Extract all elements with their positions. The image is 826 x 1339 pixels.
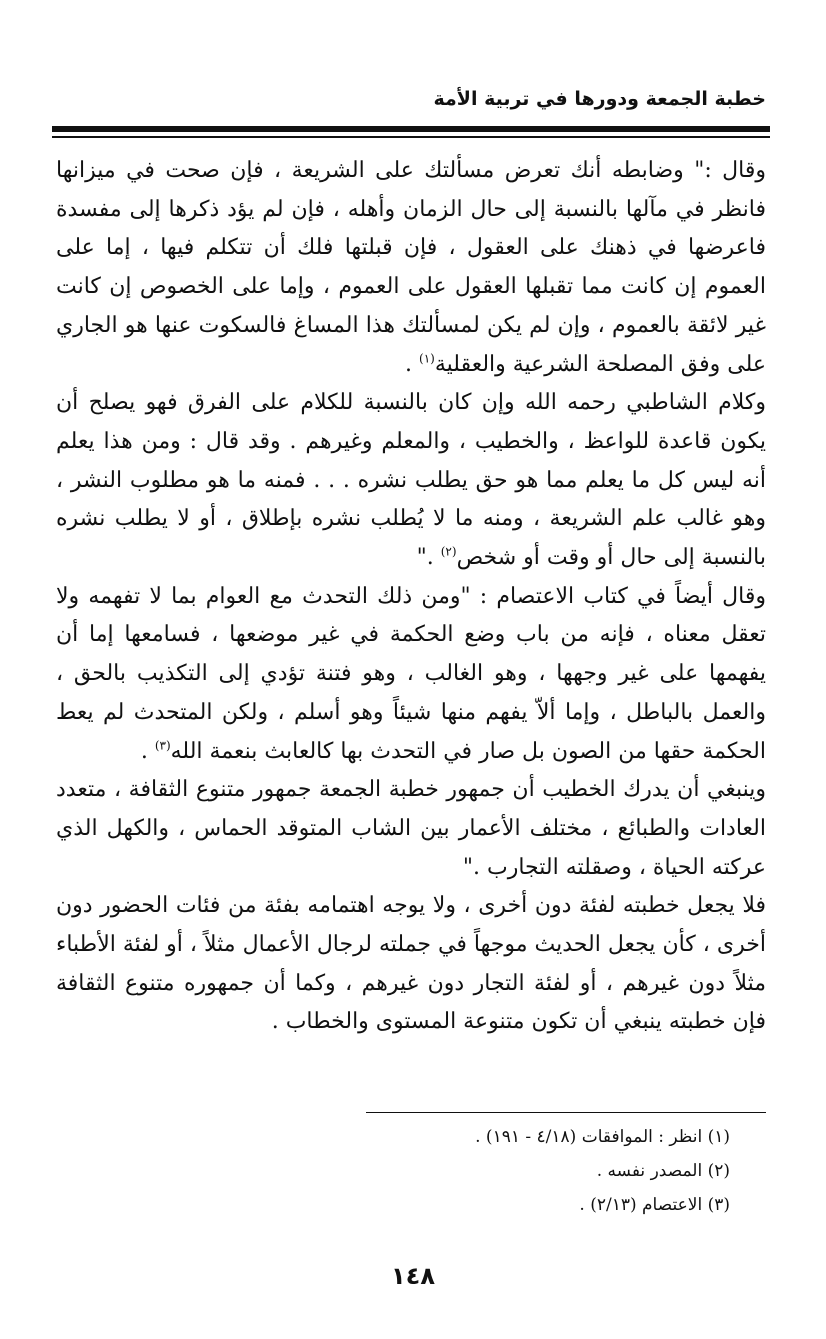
running-header-title: خطبة الجمعة ودورها في تربية الأمة bbox=[433, 88, 766, 110]
paragraph-text: وقال أيضاً في كتاب الاعتصام : "ومن ذلك التحدث مع العوام بما لا تفهمه ولا تعقل معناه ، فإنه من باب وضع الحكمة في غير موضعها ، فسامعها إما أن يفهمها على غير وجهها ، وهو الغالب ، وهو فتنة تؤدي إلى التكذيب بالحق ، والعمل بالباطل ، وإما ألاّ يفهم منها شيئاً وهو أسلم ، ولكن المتحدث لم يعط الحكمة حقها من الصون بل صار في التحدث بها كالعابث بنعمة الله bbox=[56, 583, 766, 764]
paragraph-text: وينبغي أن يدرك الخطيب أن جمهور خطبة الجمعة جمهور متنوع الثقافة ، متعدد العادات والطبائع ، مختلف الأعمار بين الشاب المتوقد الحماس ، والكهل الذي عركته الحياة ، وصقلته التجارب ." bbox=[56, 777, 766, 880]
paragraph-tail: ." bbox=[416, 545, 441, 571]
paragraph bbox=[56, 578, 766, 772]
footnote: (١) انظر : الموافقات (٤/١٨ - ١٩١) . bbox=[475, 1127, 730, 1147]
paragraph bbox=[56, 771, 766, 887]
paragraph bbox=[56, 887, 766, 1042]
footnote-ref: (١) bbox=[419, 351, 435, 366]
paragraph bbox=[56, 384, 766, 578]
page-number: ١٤٨ bbox=[391, 1262, 435, 1290]
paragraph-text: وكلام الشاطبي رحمه الله وإن كان بالنسبة للكلام على الفرق فهو يصلح أن يكون قاعدة للواعظ ، والخطيب ، والمعلم وغيرهم . وقد قال : ومن هذا يعلم أنه ليس كل ما يعلم مما هو حق يطلب نشره . . . فمنه ما هو مطلوب النشر ، وهو غالب علم الشريعة ، ومنه ما لا يُطلب نشره بإطلاق ، أو لا يطلب نشره بالنسبة إلى حال أو وقت أو شخص bbox=[56, 390, 766, 571]
footnote-separator bbox=[366, 1112, 766, 1113]
footnote-ref: (٢) bbox=[440, 544, 457, 559]
paragraph-text: وقال :" وضابطه أنك تعرض مسألتك على الشريعة ، فإن صحت في ميزانها فانظر في مآلها بالنسبة إلى حال الزمان وأهله ، فإن لم يؤد ذكرها إلى مفسدة فاعرضها في ذهنك على العقول ، فإن قبلتها فلك أن تتكلم فيها ، إما على العموم إن كانت مما تقبلها العقول على العموم ، وإما على الخصوص إن كانت غير لائقة بالعموم ، وإن لم يكن لمسألتك هذا المساغ فالسكوت عنها هو الجاري على وفق المصلحة الشرعية والعقلية bbox=[56, 158, 766, 377]
paragraph-tail: . bbox=[140, 738, 155, 764]
header-rule-thin bbox=[52, 136, 770, 138]
paragraph-tail: . bbox=[405, 351, 420, 377]
footnotes bbox=[475, 1120, 730, 1222]
paragraph bbox=[56, 152, 766, 384]
footnote: (٣) الاعتصام (٢/١٣) . bbox=[579, 1195, 730, 1215]
footnote: (٢) المصدر نفسه . bbox=[596, 1161, 730, 1181]
body-text bbox=[56, 152, 766, 1042]
footnote-ref: (٣) bbox=[154, 738, 171, 753]
header-rule-thick bbox=[52, 126, 770, 132]
paragraph-text: فلا يجعل خطبته لفئة دون أخرى ، ولا يوجه اهتمامه بفئة من فئات الحضور دون أخرى ، كأن يجعل الحديث موجهاً في جملته لرجال الأعمال مثلاً ، أو لفئة الأطباء مثلاً دون غيرهم ، أو لفئة التجار دون غيرهم ، وكما أن جمهوره متنوع الثقافة فإن خطبته ينبغي أن تكون متنوعة المستوى والخطاب . bbox=[56, 893, 766, 1035]
